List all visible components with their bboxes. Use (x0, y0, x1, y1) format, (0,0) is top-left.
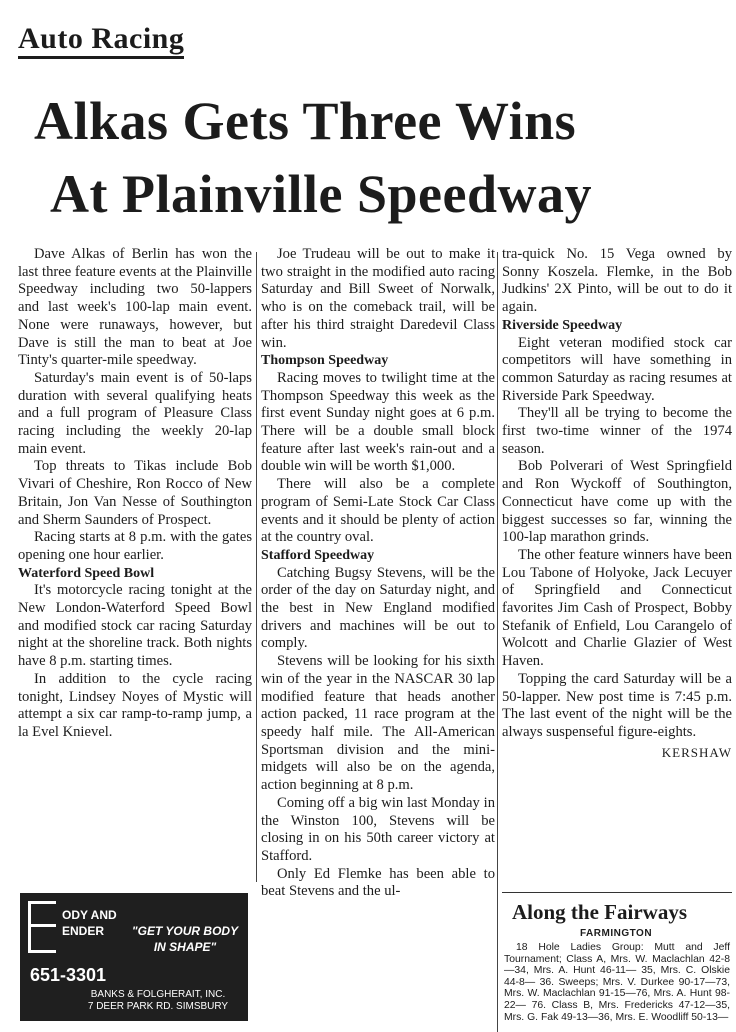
ad-name-line-1: ODY AND (62, 908, 117, 922)
paragraph: Topping the card Saturday will be a 50-lapper. New post time is 7:45 p.m. The last event of the night will be the always suspenseful figure-eights. (502, 670, 732, 740)
ad-business-name (62, 907, 117, 939)
paragraph: There will also be a complete program of Semi-Late Stock Car Class events and it should be plenty of action at the country oval. (261, 476, 495, 546)
paragraph: Coming off a big win last Monday in the Winston 100, Stevens will be closing in on his 50th career victory at Stafford. (261, 794, 495, 864)
column-rule (497, 252, 498, 1032)
article-column-2 (261, 246, 495, 901)
ad-address (78, 989, 238, 1013)
byline-signature: KERSHAW (661, 744, 732, 760)
ad-phone: 651-3301 (30, 965, 107, 985)
paragraph: Catching Bugsy Stevens, will be the order of the day on Saturday night, and the best in New England modified drivers and machines will be out to comply. (261, 564, 495, 652)
paragraph: In addition to the cycle racing tonight, Lindsey Noyes of Mystic will attempt a six car ramp-to-ramp jump, a la Evel Knievel. (18, 670, 252, 740)
paragraph: Dave Alkas of Berlin has won the last three feature events at the Plainville Speedway including two 50-lappers and last week's 100-lap main event. None were runaways, however, but Dave is still the man to beat at Joe Tinty's quarter-mile speedway. (18, 246, 252, 369)
paragraph: Eight veteran modified stock car competitors will have something in common Saturday as racing resumes at Riverside Park Speedway. (502, 334, 732, 404)
paragraph: Top threats to Tikas include Bob Vivari of Cheshire, Ron Rocco of New Britain, Jon Van Nesse of Southington and Sherm Saunders of Prospect. (18, 458, 252, 528)
section-kicker: Auto Racing (18, 22, 184, 59)
fairways-title: Along the Fairways (512, 900, 687, 924)
subheading: Waterford Speed Bowl (18, 565, 155, 581)
fairways-body: 18 Hole Ladies Group: Mutt and Jeff Tournament; Class A, Mrs. W. Maclachlan 42-8—34, Mrs. A. Hunt 46-11— 35, Mrs. C. Olskie 44-8— 36. Sweeps; Mrs. V. Durkee 90-17—73, Mrs. W. Maclachlan 91-15—76, Mrs. A. Hunt 98-22— 76. Class B, Mrs. Fredericks 47-12—35, Mrs. G. Fak 49-13—36, Mrs. E. Woodliff 50-13— (504, 942, 730, 1023)
article-column-1 (18, 246, 252, 742)
subheading: Thompson Speedway (261, 353, 389, 369)
paragraph: tra-quick No. 15 Vega owned by Sonny Koszela. Flemke, in the Bob Judkins' 2X Pinto, will be out to do it again. (502, 246, 732, 316)
paragraph: It's motorcycle racing tonight at the New London-Waterford Speed Bowl and modified stock car racing Saturday night at the shoreline track. Both nights have 8 p.m. starting times. (18, 582, 252, 670)
paragraph: They'll all be trying to become the first two-time winner of the 1974 season. (502, 405, 732, 457)
ad-slogan: "GET YOUR BODY IN SHAPE" (131, 924, 239, 954)
headline-line-2: At Plainville Speedway (50, 164, 593, 224)
headline-line-1: Alkas Gets Three Wins (34, 91, 577, 151)
bf-logo-icon (28, 901, 56, 953)
fairways-place: FARMINGTON (580, 928, 653, 939)
paragraph: Saturday's main event is of 50-laps duration with several qualifying heats and a full program of Pleasure Class racing including the weekly 20-lap main event. (18, 369, 252, 457)
paragraph: The other feature winners have been Lou Tabone of Holyoke, Jack Lecuyer of Springfield and Connecticut favorites Jim Cash of Prospect, Bobby Stefanik of Enfield, Lou Carangelo of Wolcott and Charlie Glazier of West Haven. (502, 546, 732, 670)
paragraph: Only Ed Flemke has been able to beat Stevens and the ul- (261, 865, 495, 900)
ad-address-line-2: 7 DEER PARK RD. SIMSBURY (87, 1001, 229, 1012)
paragraph: Racing starts at 8 p.m. with the gates opening one hour earlier. (18, 529, 252, 563)
paragraph: Racing moves to twilight time at the Thompson Speedway this week as the first event Sunday night goes at 6 p.m. There will be a double small block feature after last week's rain-out and a double win will be worth $1,000. (261, 369, 495, 475)
paragraph: Stevens will be looking for his sixth win of the year in the NASCAR 30 lap modified feature that heads another action packed, 11 race program at the speedy half mile. The All-American Sportsman division and the mini-midgets will also be on the agenda, action beginning at 8 p.m. (261, 653, 495, 794)
column-rule (256, 252, 257, 882)
ad-address-line-1: BANKS & FOLGHERAIT, INC. (90, 989, 226, 1000)
subheading: Stafford Speedway (261, 547, 375, 563)
body-fender-advertisement (20, 893, 248, 1021)
article-column-3 (502, 246, 732, 761)
paragraph: Joe Trudeau will be out to make it two straight in the modified auto racing Saturday and Bill Sweet of Norwalk, who is on the comeback trail, will be after his third straight Daredevil Class win. (261, 246, 495, 351)
ad-name-line-2: ENDER (62, 924, 105, 938)
subheading: Riverside Speedway (502, 317, 623, 333)
paragraph: Bob Polverari of West Springfield and Ron Wyckoff of Southington, Connecticut have come up with the biggest successes so far, winning the 100-lap marathon grinds. (502, 458, 732, 546)
divider (502, 892, 732, 893)
